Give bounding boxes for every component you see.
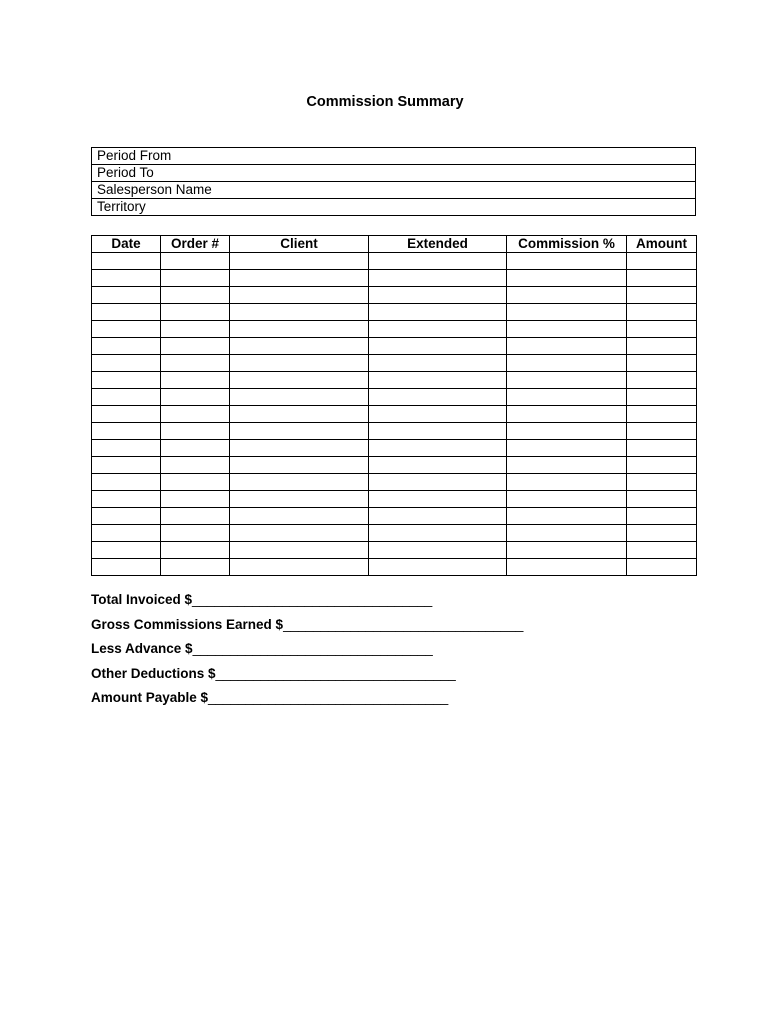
- table-cell[interactable]: [507, 491, 627, 508]
- table-cell[interactable]: [161, 525, 230, 542]
- table-row: [92, 253, 697, 270]
- table-row: [92, 321, 697, 338]
- table-cell[interactable]: [369, 440, 507, 457]
- total-invoiced-line: [91, 592, 691, 617]
- table-cell[interactable]: [627, 304, 697, 321]
- table-cell[interactable]: [161, 372, 230, 389]
- amount-payable-blank[interactable]: ________________________________: [208, 690, 449, 706]
- table-cell[interactable]: [627, 355, 697, 372]
- table-cell[interactable]: [369, 338, 507, 355]
- table-cell[interactable]: [627, 457, 697, 474]
- table-cell[interactable]: [507, 253, 627, 270]
- table-cell[interactable]: [507, 338, 627, 355]
- table-cell[interactable]: [230, 474, 369, 491]
- table-cell[interactable]: [507, 270, 627, 287]
- table-cell[interactable]: [161, 253, 230, 270]
- info-row-salesperson-name: [92, 182, 696, 199]
- table-row: [92, 457, 697, 474]
- table-cell[interactable]: [161, 355, 230, 372]
- table-cell[interactable]: [161, 440, 230, 457]
- table-cell[interactable]: [92, 372, 161, 389]
- table-cell[interactable]: [92, 389, 161, 406]
- table-cell[interactable]: [161, 474, 230, 491]
- info-row-territory: [92, 199, 696, 216]
- other-deductions-blank[interactable]: ________________________________: [215, 665, 456, 681]
- table-cell[interactable]: [161, 457, 230, 474]
- table-cell[interactable]: [507, 287, 627, 304]
- table-cell[interactable]: [230, 423, 369, 440]
- table-cell[interactable]: [369, 406, 507, 423]
- table-cell[interactable]: [161, 559, 230, 576]
- table-cell[interactable]: [627, 406, 697, 423]
- table-cell[interactable]: [507, 508, 627, 525]
- less-advance-line: [91, 641, 691, 666]
- table-cell[interactable]: [230, 321, 369, 338]
- table-cell[interactable]: [230, 406, 369, 423]
- table-cell[interactable]: [369, 525, 507, 542]
- table-cell[interactable]: [161, 304, 230, 321]
- table-cell[interactable]: [92, 457, 161, 474]
- gross-commissions-line: [91, 617, 691, 642]
- info-table: [91, 147, 696, 216]
- other-deductions-label: Other Deductions $: [91, 665, 216, 681]
- table-row: [92, 372, 697, 389]
- table-row: [92, 287, 697, 304]
- table-cell[interactable]: [230, 508, 369, 525]
- table-cell[interactable]: [369, 253, 507, 270]
- table-cell[interactable]: [369, 423, 507, 440]
- column-header-client: Client: [230, 236, 369, 253]
- table-cell[interactable]: [92, 474, 161, 491]
- period-to-field[interactable]: Period To: [92, 165, 696, 182]
- table-cell[interactable]: [92, 423, 161, 440]
- table-row: [92, 423, 697, 440]
- table-cell[interactable]: [230, 542, 369, 559]
- table-cell[interactable]: [369, 542, 507, 559]
- table-cell[interactable]: [369, 457, 507, 474]
- table-cell[interactable]: [161, 542, 230, 559]
- table-cell[interactable]: [627, 321, 697, 338]
- table-cell[interactable]: [507, 440, 627, 457]
- table-row: [92, 355, 697, 372]
- table-row: [92, 304, 697, 321]
- table-cell[interactable]: [92, 304, 161, 321]
- table-row: [92, 270, 697, 287]
- table-cell[interactable]: [369, 491, 507, 508]
- table-row: [92, 406, 697, 423]
- table-cell[interactable]: [230, 372, 369, 389]
- table-cell[interactable]: [507, 423, 627, 440]
- table-cell[interactable]: [161, 508, 230, 525]
- other-deductions-line: [91, 666, 691, 691]
- table-row: [92, 389, 697, 406]
- table-cell[interactable]: [507, 542, 627, 559]
- table-cell[interactable]: [92, 406, 161, 423]
- table-cell[interactable]: [627, 474, 697, 491]
- column-header-order: Order #: [161, 236, 230, 253]
- table-cell[interactable]: [369, 559, 507, 576]
- table-row: [92, 559, 697, 576]
- table-cell[interactable]: [369, 508, 507, 525]
- total-invoiced-blank[interactable]: ________________________________: [192, 592, 433, 607]
- table-cell[interactable]: [627, 338, 697, 355]
- table-cell[interactable]: [627, 270, 697, 287]
- totals-section: [91, 592, 691, 715]
- commission-table: [91, 235, 697, 576]
- gross-commissions-label: Gross Commissions Earned $: [91, 616, 284, 632]
- table-cell[interactable]: [161, 338, 230, 355]
- table-cell[interactable]: [92, 287, 161, 304]
- table-cell[interactable]: [230, 304, 369, 321]
- table-cell[interactable]: [230, 457, 369, 474]
- table-cell[interactable]: [161, 389, 230, 406]
- table-cell[interactable]: [627, 542, 697, 559]
- table-cell[interactable]: [230, 338, 369, 355]
- period-from-field[interactable]: Period From: [92, 148, 696, 165]
- table-cell[interactable]: [507, 355, 627, 372]
- table-cell[interactable]: [507, 372, 627, 389]
- table-cell[interactable]: [369, 474, 507, 491]
- column-header-date: Date: [92, 236, 161, 253]
- table-cell[interactable]: [627, 508, 697, 525]
- table-cell[interactable]: [92, 253, 161, 270]
- table-cell[interactable]: [507, 525, 627, 542]
- table-cell[interactable]: [627, 525, 697, 542]
- table-header-row: [92, 236, 697, 253]
- table-cell[interactable]: [161, 270, 230, 287]
- table-cell[interactable]: [627, 423, 697, 440]
- table-cell[interactable]: [369, 304, 507, 321]
- salesperson-name-field[interactable]: Salesperson Name: [92, 182, 696, 199]
- table-cell[interactable]: [369, 321, 507, 338]
- territory-field[interactable]: Territory: [92, 199, 696, 216]
- table-cell[interactable]: [230, 253, 369, 270]
- table-cell[interactable]: [369, 287, 507, 304]
- amount-payable-label: Amount Payable $: [91, 690, 209, 706]
- table-row: [92, 525, 697, 542]
- table-cell[interactable]: [230, 270, 369, 287]
- table-cell[interactable]: [161, 406, 230, 423]
- column-header-extended: Extended: [369, 236, 507, 253]
- less-advance-label: Less Advance $: [91, 641, 193, 657]
- table-cell[interactable]: [230, 355, 369, 372]
- table-cell[interactable]: [230, 559, 369, 576]
- table-cell[interactable]: [369, 389, 507, 406]
- table-cell[interactable]: [507, 457, 627, 474]
- table-cell[interactable]: [369, 372, 507, 389]
- table-cell[interactable]: [92, 559, 161, 576]
- table-cell[interactable]: [92, 270, 161, 287]
- table-body: [92, 253, 697, 576]
- table-cell[interactable]: [92, 355, 161, 372]
- table-row: [92, 474, 697, 491]
- table-cell[interactable]: [507, 474, 627, 491]
- table-cell[interactable]: [369, 270, 507, 287]
- table-cell[interactable]: [161, 491, 230, 508]
- table-cell[interactable]: [161, 321, 230, 338]
- table-row: [92, 491, 697, 508]
- table-cell[interactable]: [507, 406, 627, 423]
- table-cell[interactable]: [627, 491, 697, 508]
- table-cell[interactable]: [627, 287, 697, 304]
- less-advance-blank[interactable]: ________________________________: [192, 641, 433, 657]
- table-cell[interactable]: [369, 355, 507, 372]
- table-cell[interactable]: [92, 338, 161, 355]
- column-header-amount: Amount: [627, 236, 697, 253]
- table-cell[interactable]: [507, 389, 627, 406]
- table-cell[interactable]: [627, 559, 697, 576]
- total-invoiced-label: Total Invoiced $: [91, 592, 193, 607]
- table-cell[interactable]: [507, 321, 627, 338]
- table-cell[interactable]: [627, 389, 697, 406]
- info-row-period-to: [92, 165, 696, 182]
- table-row: [92, 440, 697, 457]
- table-cell[interactable]: [92, 542, 161, 559]
- table-cell[interactable]: [230, 491, 369, 508]
- amount-payable-line: [91, 690, 691, 715]
- table-cell[interactable]: [230, 525, 369, 542]
- table-row: [92, 338, 697, 355]
- table-cell[interactable]: [507, 559, 627, 576]
- document-title: Commission Summary: [306, 94, 464, 110]
- table-cell[interactable]: [92, 491, 161, 508]
- table-cell[interactable]: [230, 440, 369, 457]
- column-header-commission-percent: Commission %: [507, 236, 627, 253]
- table-cell[interactable]: [230, 389, 369, 406]
- table-cell[interactable]: [230, 287, 369, 304]
- gross-commissions-blank[interactable]: ________________________________: [283, 616, 524, 632]
- table-cell[interactable]: [627, 372, 697, 389]
- table-cell[interactable]: [92, 508, 161, 525]
- table-cell[interactable]: [507, 304, 627, 321]
- info-row-period-from: [92, 148, 696, 165]
- table-cell[interactable]: [161, 287, 230, 304]
- table-cell[interactable]: [161, 423, 230, 440]
- table-cell[interactable]: [627, 253, 697, 270]
- table-cell[interactable]: [92, 440, 161, 457]
- table-row: [92, 508, 697, 525]
- table-cell[interactable]: [92, 525, 161, 542]
- table-row: [92, 542, 697, 559]
- table-cell[interactable]: [627, 440, 697, 457]
- table-cell[interactable]: [92, 321, 161, 338]
